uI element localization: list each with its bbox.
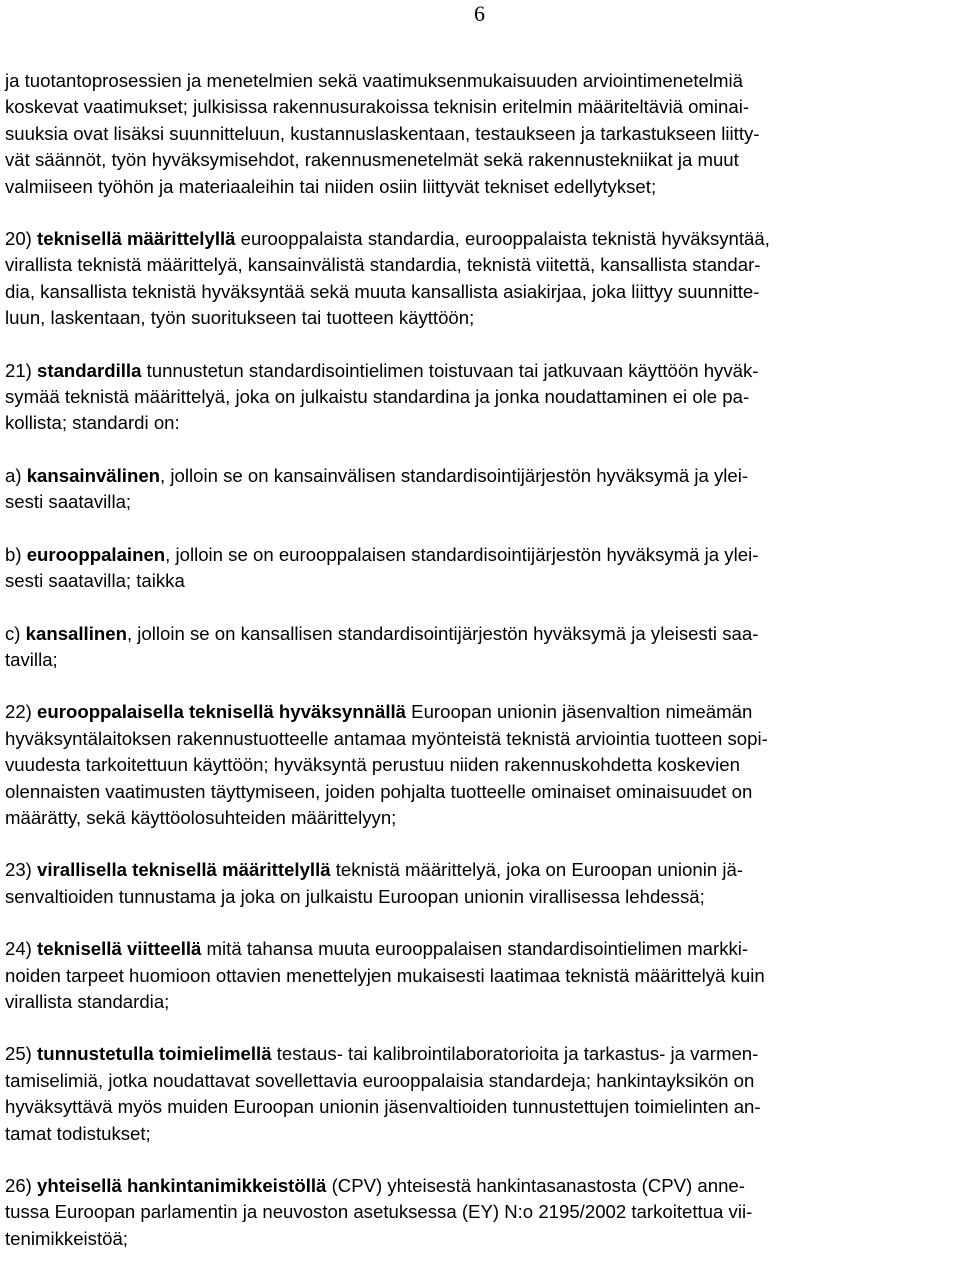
text-run: tavilla; bbox=[5, 648, 58, 670]
text-run: (CPV) yhteisestä hankintasanastosta (CPV) anne- bbox=[326, 1175, 745, 1196]
text-line bbox=[5, 884, 955, 910]
text-line bbox=[5, 568, 955, 594]
defined-term: tunnustetulla toimielimellä bbox=[37, 1043, 272, 1065]
text-line bbox=[5, 463, 955, 489]
text-run: tamat todistukset; bbox=[5, 1122, 151, 1144]
text-run: virallista standardia; bbox=[5, 990, 170, 1012]
text-run: sesti saatavilla; taikka bbox=[5, 570, 185, 592]
text-line bbox=[5, 489, 955, 515]
text-run: 23) bbox=[5, 859, 38, 881]
text-run: tamiselimiä, jotka noudattavat sovellettavia eurooppalaisia standardeja; hankintayksikön on bbox=[5, 1069, 755, 1091]
text-line bbox=[5, 68, 955, 94]
text-line bbox=[5, 1041, 955, 1067]
defined-term: virallisella teknisellä määrittelyllä bbox=[37, 859, 331, 881]
paragraph-item-21-b bbox=[5, 542, 955, 595]
text-line bbox=[5, 1094, 955, 1120]
text-line bbox=[5, 805, 955, 831]
text-line bbox=[5, 936, 955, 962]
text-run: sesti saatavilla; bbox=[5, 491, 132, 513]
text-run: symää teknistä määrittelyä, joka on julkaistu standardina ja jonka noudattaminen ei ole pa- bbox=[5, 386, 750, 408]
text-line bbox=[5, 174, 955, 200]
text-line bbox=[5, 279, 955, 305]
text-run: mitä tahansa muuta eurooppalaisen standardisointielimen markki- bbox=[201, 938, 749, 960]
text-line bbox=[5, 752, 955, 778]
text-run: c) bbox=[5, 622, 26, 644]
text-run: , jolloin se on kansainvälisen standardisointijärjestön hyväksymä ja ylei- bbox=[160, 464, 749, 486]
paragraph-item-26 bbox=[5, 1173, 955, 1252]
text-run: olennaisten vaatimusten täyttymiseen, joiden pohjalta tuotteelle ominaiset ominaisuudet on bbox=[5, 780, 753, 802]
text-run: tenimikkeistöä; bbox=[5, 1227, 128, 1249]
defined-term: kansallinen bbox=[25, 622, 127, 644]
text-line bbox=[5, 410, 955, 436]
text-run: kollista; standardi on: bbox=[5, 412, 180, 434]
paragraph-item-21-c bbox=[5, 621, 955, 674]
document-body bbox=[5, 68, 955, 1278]
defined-term: yhteisellä hankintanimikkeistöllä bbox=[37, 1175, 327, 1196]
text-run: dia, kansallista teknistä hyväksyntää sekä muuta kansallista asiakirjaa, joka liittyy suunnitte- bbox=[5, 280, 760, 302]
text-run: valmiiseen työhön ja materiaaleihin tai niiden osiin liittyvät tekniset edellytykset; bbox=[5, 175, 657, 197]
text-run: noiden tarpeet huomioon ottavien menettelyjen mukaisesti laatimaa teknistä määrittelyä kuin bbox=[5, 964, 765, 986]
paragraph-item-20 bbox=[5, 226, 955, 332]
text-run: virallista teknistä määrittelyä, kansainvälistä standardia, teknistä viitettä, kansallista standar- bbox=[5, 254, 761, 276]
defined-term: standardilla bbox=[37, 359, 142, 381]
text-line bbox=[5, 121, 955, 147]
text-line bbox=[5, 621, 955, 647]
text-line bbox=[5, 384, 955, 410]
text-run: , jolloin se on eurooppalaisen standardisointijärjestön hyväksymä ja ylei- bbox=[165, 543, 759, 565]
text-run: , jolloin se on kansallisen standardisointijärjestön hyväksymä ja yleisesti saa- bbox=[126, 622, 759, 644]
text-run: määrätty, sekä käyttöolosuhteiden määrittelyyn; bbox=[5, 806, 397, 828]
text-run: vuudesta tarkoitettuun käyttöön; hyväksyntä perustuu niiden rakennuskohdetta koskevien bbox=[5, 754, 740, 776]
page-number: 6 bbox=[474, 1, 485, 26]
paragraph-item-21 bbox=[5, 358, 955, 437]
text-run: 22) bbox=[5, 701, 38, 723]
text-run: 24) bbox=[5, 938, 38, 960]
text-line bbox=[5, 963, 955, 989]
text-run: tussa Euroopan parlamentin ja neuvoston asetuksessa (EY) N:o 2195/2002 tarkoitettua vii- bbox=[5, 1201, 753, 1223]
text-run: hyväksyntälaitoksen rakennustuotteelle antamaa myönteistä teknistä arviointia tuotteen sopi- bbox=[5, 727, 768, 749]
paragraph-intro bbox=[5, 68, 955, 200]
text-line bbox=[5, 252, 955, 278]
text-run: vät säännöt, työn hyväksymisehdot, rakennusmenetelmät sekä rakennustekniikat ja muut bbox=[5, 149, 739, 171]
text-line bbox=[5, 726, 955, 752]
text-run: Euroopan unionin jäsenvaltion nimeämän bbox=[406, 701, 753, 723]
text-line bbox=[5, 1121, 955, 1147]
text-line bbox=[5, 305, 955, 331]
text-line bbox=[5, 542, 955, 568]
text-line bbox=[5, 226, 955, 252]
text-line bbox=[5, 94, 955, 120]
paragraph-item-23 bbox=[5, 857, 955, 910]
text-run: hyväksyttävä myös muiden Euroopan unionin jäsenvaltioiden tunnustettujen toimielinten an- bbox=[5, 1096, 761, 1118]
paragraph-item-21-a bbox=[5, 463, 955, 516]
defined-term: kansainvälinen bbox=[26, 464, 161, 486]
paragraph-item-25 bbox=[5, 1041, 955, 1147]
text-run: eurooppalaista standardia, eurooppalaista teknistä hyväksyntää, bbox=[235, 228, 770, 250]
text-run: b) bbox=[5, 543, 27, 565]
defined-term: teknisellä määrittelyllä bbox=[37, 228, 236, 250]
text-run: 21) bbox=[5, 359, 38, 381]
paragraph-item-24 bbox=[5, 936, 955, 1015]
text-run: teknistä määrittelyä, joka on Euroopan unionin jä- bbox=[330, 859, 743, 881]
text-line bbox=[5, 147, 955, 173]
paragraph-item-22 bbox=[5, 699, 955, 831]
text-run: koskevat vaatimukset; julkisissa rakennusurakoissa teknisin eritelmin määriteltäviä ominai- bbox=[5, 96, 750, 118]
text-run: testaus- tai kalibrointilaboratorioita ja tarkastus- ja varmen- bbox=[271, 1043, 759, 1065]
text-line bbox=[5, 989, 955, 1015]
text-line bbox=[5, 647, 955, 673]
text-line bbox=[5, 857, 955, 883]
text-line bbox=[5, 1199, 955, 1225]
text-run: ja tuotantoprosessien ja menetelmien sekä vaatimuksenmukaisuuden arviointimenetelmiä bbox=[5, 70, 743, 91]
text-run: tunnustetun standardisointielimen toistuvaan tai jatkuvaan käyttöön hyväk- bbox=[141, 359, 759, 381]
defined-term: teknisellä viitteellä bbox=[37, 938, 202, 960]
text-run: a) bbox=[5, 464, 27, 486]
text-run: 25) bbox=[5, 1043, 38, 1065]
text-run: luun, laskentaan, työn suoritukseen tai tuotteen käyttöön; bbox=[5, 307, 475, 329]
text-run: senvaltioiden tunnustama ja joka on julkaistu Euroopan unionin virallisessa lehdessä; bbox=[5, 885, 705, 907]
text-run: suuksia ovat lisäksi suunnitteluun, kustannuslaskentaan, testaukseen ja tarkastukseen liitty- bbox=[5, 122, 760, 144]
text-line bbox=[5, 1173, 955, 1199]
text-line bbox=[5, 358, 955, 384]
defined-term: eurooppalainen bbox=[26, 543, 166, 565]
text-run: 20) bbox=[5, 228, 38, 250]
text-line bbox=[5, 779, 955, 805]
text-run: 26) bbox=[5, 1175, 38, 1196]
text-line bbox=[5, 1068, 955, 1094]
defined-term: eurooppalaisella teknisellä hyväksynnällä bbox=[37, 701, 406, 723]
text-line bbox=[5, 699, 955, 725]
text-line bbox=[5, 1226, 955, 1252]
